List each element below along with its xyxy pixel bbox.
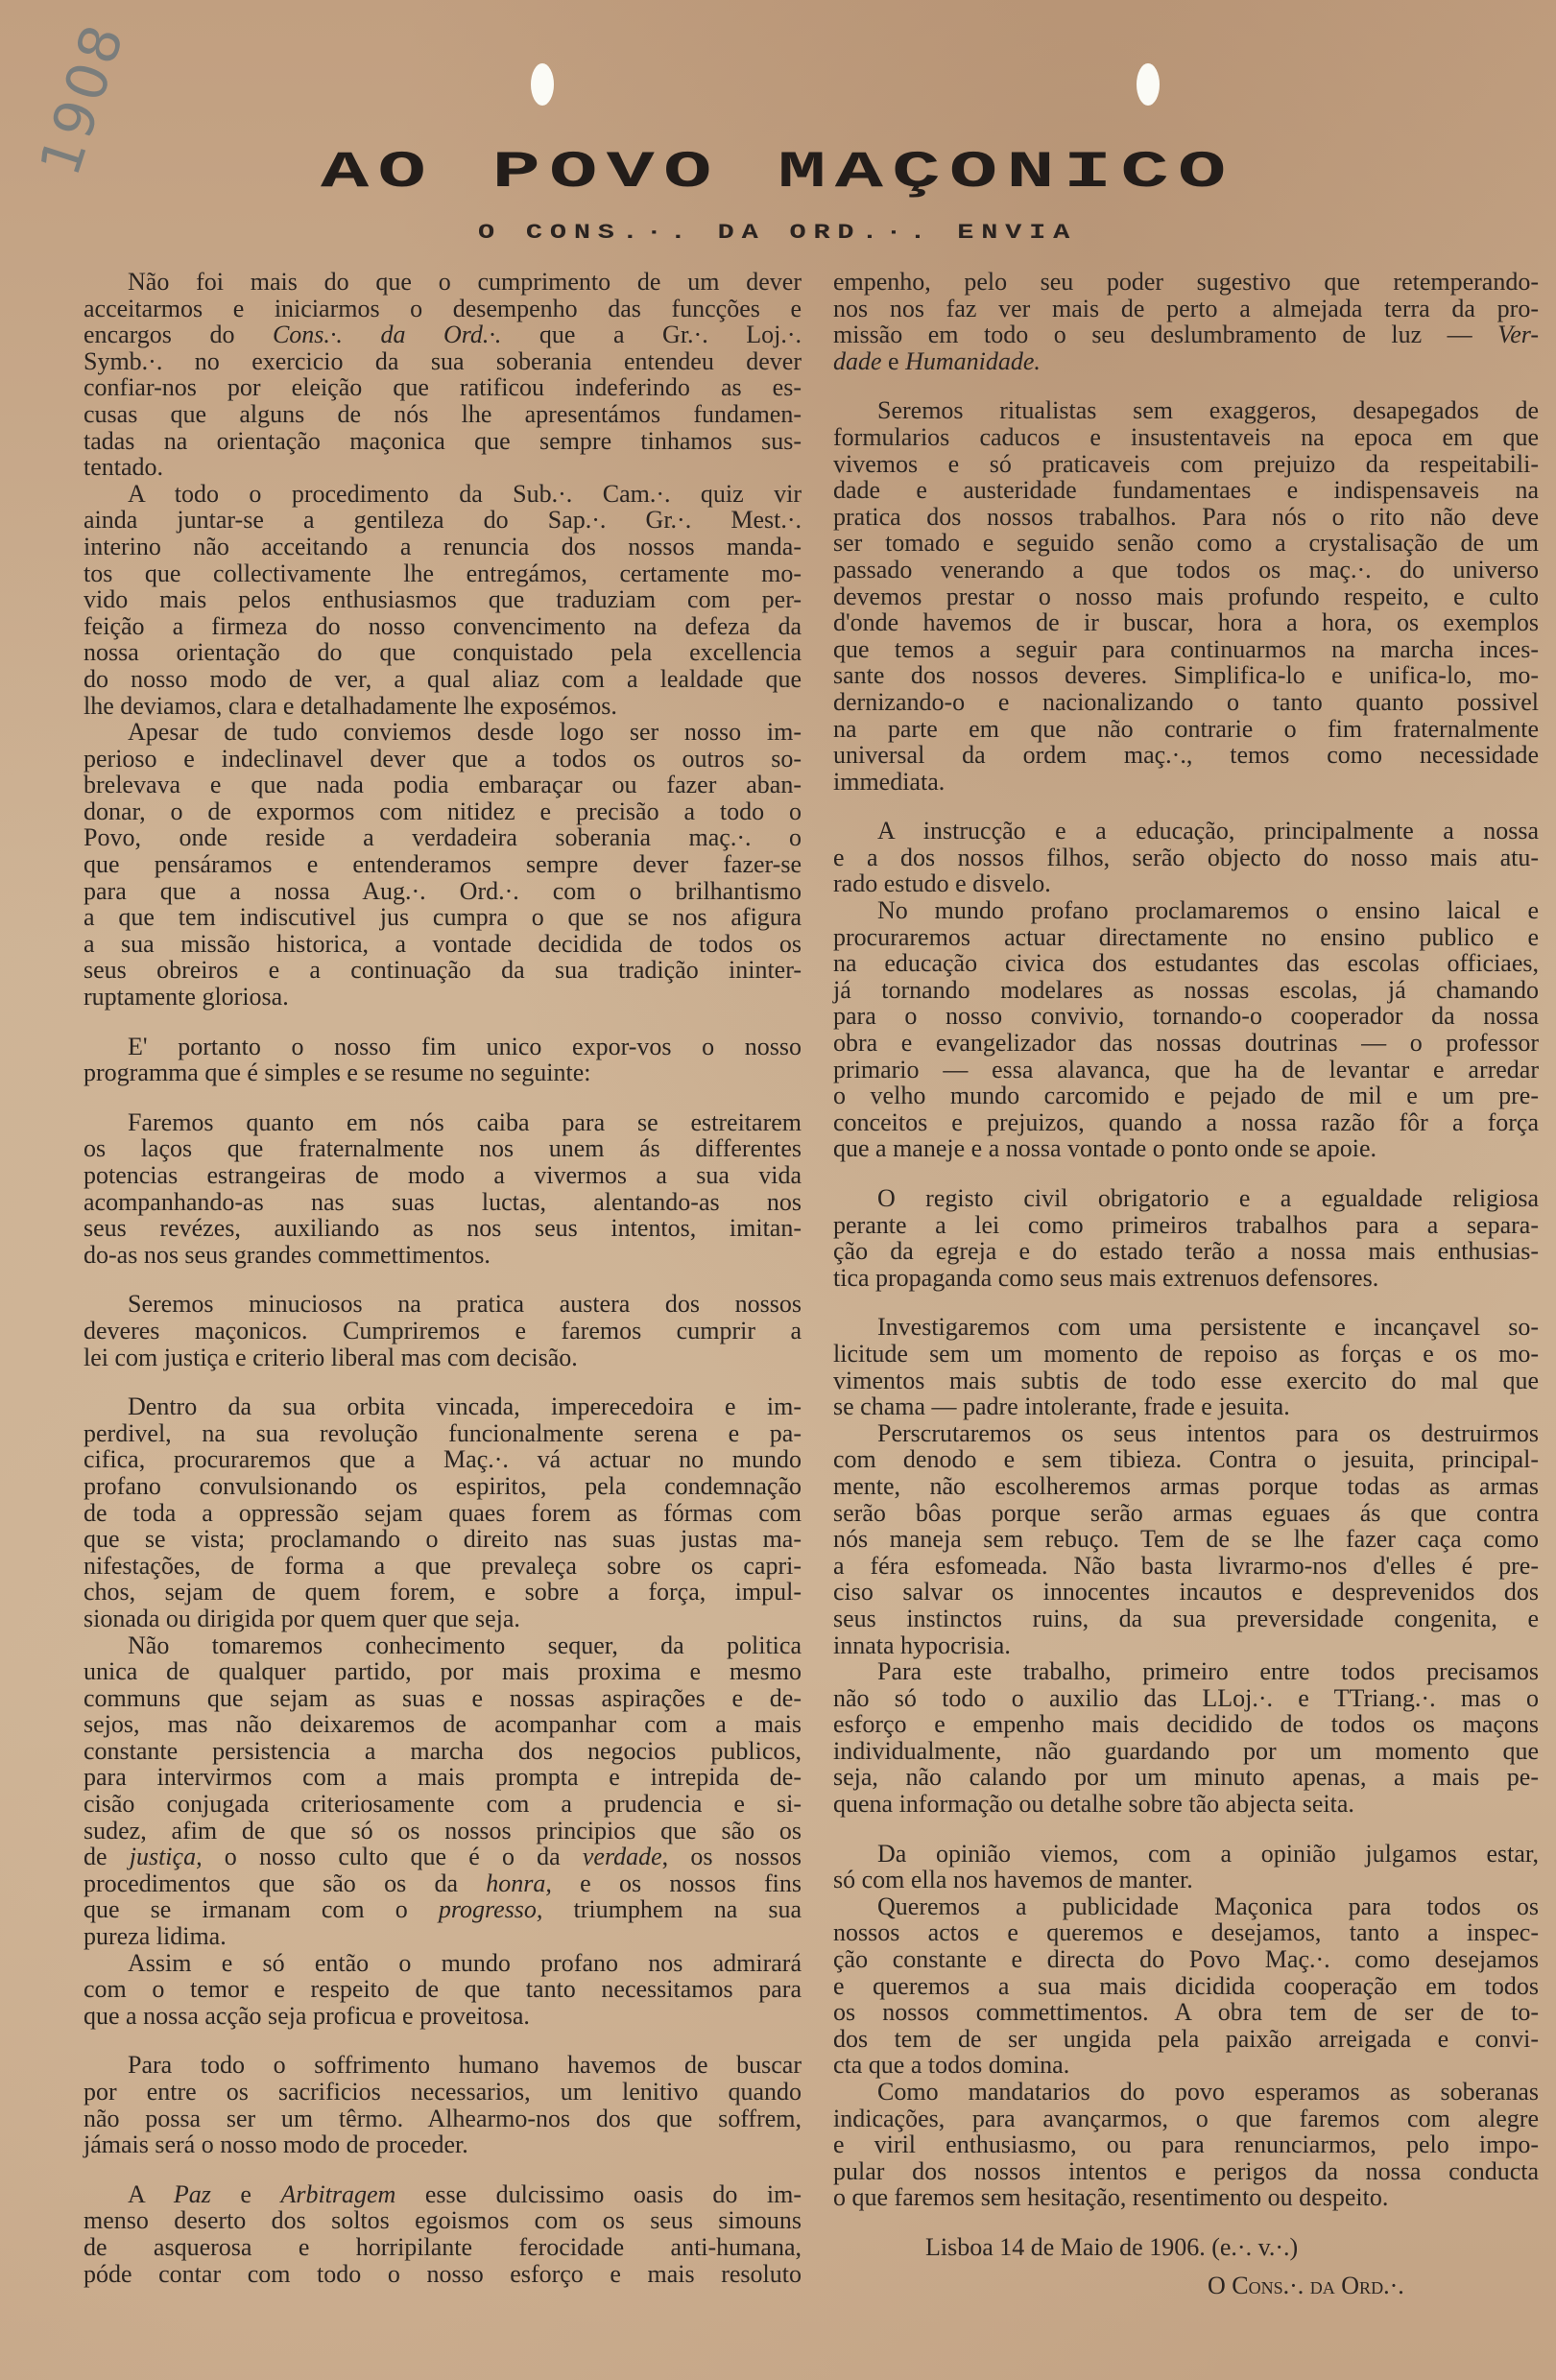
text-line: Faremos quanto em nós caiba para se estreitarem (128, 1107, 802, 1136)
paragraph (84, 2181, 802, 2287)
text-line: só com ella nos havemos de manter. (833, 1866, 1193, 1894)
text-line: mente, não escolheremos armas porque todas as armas (833, 1471, 1539, 1500)
text-segment: e os nossos fins (551, 1868, 802, 1897)
text-line: para que a nossa Aug.·. Ord.·. com o brilhantismo (84, 876, 802, 905)
text-line: acceitarmos e iniciarmos o desempenho das funcções e (84, 294, 802, 322)
right-column (833, 269, 1539, 2298)
text-line: brelevava e que nada podia embaraçar ou fazer aban- (84, 771, 802, 799)
paragraph (833, 2079, 1539, 2211)
text-line: Queremos a publicidade Maçonica para todos os (877, 1892, 1539, 1920)
text-segment: encargos do (84, 321, 273, 349)
right-column-body (833, 269, 1539, 2211)
text-line: e a dos nossos filhos, serão objecto do nosso mais atu- (833, 843, 1539, 871)
italic-text: verdade (582, 1843, 662, 1871)
text-line: a féra esfomeada. Não basta livrarmo-nos d'elles é pre- (833, 1551, 1539, 1580)
text-line: potencias estrangeiras de modo a vivermos a sua vida (84, 1161, 802, 1189)
text-line: de toda a oppressão sejam quaes forem as fórmas com (84, 1498, 802, 1527)
text-line: póde contar com todo o nosso esforço e mais resoluto (84, 2259, 802, 2288)
text-line: serão bôas porque serão armas eguaes ás que contra (833, 1498, 1539, 1527)
text-line: a sua missão historica, a vontade decidida de todos os (84, 929, 802, 958)
title-block (0, 144, 1556, 202)
left-column (84, 269, 802, 2287)
text-line: ainda juntar-se a gentileza do Sap.·. Gr.·. Mest.·. (84, 506, 802, 535)
text-segment: que a Gr.·. Loj.·. (501, 321, 802, 349)
text-line: nós maneja sem rebuço. Tem de se lhe fazer caça como (833, 1525, 1539, 1554)
text-line: dade e austeridade fundamentaes e indispensaveis na (833, 476, 1539, 505)
text-line: obra e evangelizador das nossas doutrinas — o professor (833, 1029, 1539, 1058)
subtitle-block (0, 221, 1556, 245)
text-line: os nossos commettimentos. A obra tem de ser de to- (833, 1998, 1539, 2027)
paragraph (833, 897, 1539, 1162)
text-line: se chama — padre intolerante, frade e jesuita. (833, 1392, 1290, 1421)
text-line: interino não acceitando a renuncia dos nossos manda- (84, 532, 802, 560)
text-segment: que se irmanam com o (84, 1895, 439, 1924)
text-segment: o nosso culto que é o da (202, 1843, 583, 1871)
text-line: seus obreiros e a continuação da sua tradição ininter- (84, 956, 802, 985)
text-line: dos tem de ser ungida pela paixão arreigada e convi- (833, 2024, 1539, 2053)
text-line (84, 2181, 802, 2208)
text-line: constante persistencia a marcha dos negocios publicos, (84, 1736, 802, 1765)
text-line: chos, sejam de quem forem, e sobre a força, impul- (84, 1578, 802, 1606)
text-line: sionada ou dirigida por quem quer que seja. (84, 1604, 520, 1632)
paragraph (84, 2052, 802, 2157)
text-line: dernizando-o e nacionalizando o tanto quanto possivel (833, 687, 1539, 716)
text-line: profano convulsionando os espiritos, pela condemnação (84, 1471, 802, 1500)
text-line: tica propaganda como seus mais extrenuos defensores. (833, 1263, 1379, 1292)
text-line (833, 321, 1539, 348)
italic-text: progresso, (438, 1895, 543, 1924)
text-line: tos que collectivamente lhe entregámos, certamente mo- (84, 559, 802, 587)
text-line: Como mandatarios do povo esperamos as soberanas (877, 2078, 1539, 2106)
text-line: nos nos faz ver mais de perto a almejada terra da pro- (833, 294, 1539, 322)
paragraph (84, 719, 802, 1011)
text-line: Da opinião viemos, com a opinião julgamos estar, (877, 1839, 1539, 1868)
text-line: Seremos ritualistas sem exaggeros, desapegados de (877, 396, 1539, 425)
text-line (84, 321, 802, 348)
italic-text: Paz (173, 2179, 211, 2208)
text-line: A instrucção e a educação, principalmente a nossa (877, 817, 1539, 845)
text-line: cta que a todos domina. (833, 2051, 1070, 2080)
text-line: jámais será o nosso modo de proceder. (84, 2130, 468, 2159)
text-line: vivemos e só praticaveis com prejuizo da respeitabili- (833, 449, 1539, 478)
text-line: ção constante e directa do Povo Maç.·. como desejamos (833, 1945, 1539, 1974)
paragraph (833, 1420, 1539, 1658)
text-line: por entre os sacrificios necessarios, um lenitivo quando (84, 2078, 802, 2106)
text-line: seus revézes, auxiliando as nos seus intentos, imitan- (84, 1214, 802, 1243)
text-line: Povo, onde reside a verdadeira soberania maç.·. o (84, 823, 802, 852)
text-line: rado estudo e disvelo. (833, 869, 1051, 898)
text-line: cusas que alguns de nós lhe apresentámos fundamen- (84, 399, 802, 428)
text-line: procuraremos actuar directamente no ensino publico e (833, 922, 1539, 951)
text-line: confiar-nos por eleição que ratificou indeferindo as es- (84, 373, 802, 402)
paragraph (833, 1314, 1539, 1419)
text-line: para intervirmos com a mais prompta e intrepida de- (84, 1763, 802, 1792)
text-line: Dentro da sua orbita vincada, imperecedoira e im- (128, 1392, 802, 1421)
text-line: com denodo e sem tibieza. Contra o jesuita, principal- (833, 1445, 1539, 1474)
text-line: ruptamente gloriosa. (84, 983, 289, 1012)
text-line: na parte em que não contrarie o fim fraternalmente (833, 714, 1539, 743)
italic-text: dade (833, 346, 882, 375)
text-line: seus instinctos ruins, da sua preversidade congenita, e (833, 1604, 1539, 1632)
text-line: Para este trabalho, primeiro entre todos precisamos (877, 1657, 1539, 1686)
text-segment: procedimentos que são os da (84, 1868, 487, 1897)
text-line: Para todo o soffrimento humano havemos de buscar (128, 2051, 802, 2080)
text-line: o velho mundo carcomido e pejado de mil e um pre- (833, 1082, 1539, 1110)
text-line: Não foi mais do que o cumprimento de um dever (128, 268, 802, 296)
text-line: nossa orientação do que conquistado pela excellencia (84, 638, 802, 667)
text-line: não possa ser um têrmo. Alhearmo-nos dos que soffrem, (84, 2104, 802, 2132)
text-line: individualmente, não guardando por um momento que (833, 1736, 1539, 1765)
document-title: AO POVO MAÇONICO (321, 144, 1235, 202)
text-line: immediata. (833, 767, 946, 796)
text-line: ciso salvar os innocentes incautos e desprevenidos dos (833, 1578, 1539, 1606)
text-line: Perscrutaremos os seus intentos para os destruirmos (877, 1418, 1539, 1447)
text-line (84, 1844, 802, 1870)
paragraph (84, 269, 802, 481)
paragraph (833, 397, 1539, 795)
text-line: E' portanto o nosso fim unico expor-vos o nosso (128, 1032, 802, 1060)
text-line: cisão conjugada criteriosamente com a prudencia e si- (84, 1790, 802, 1819)
handwritten-year-note: 1908 (27, 13, 138, 184)
text-line: quena informação ou detalhe sobre tão abjecta seita. (833, 1790, 1354, 1819)
text-line: de asquerosa e horripilante ferocidade anti-humana, (84, 2232, 802, 2261)
text-line: feição a firmeza do nosso convencimento na defeza da (84, 611, 802, 640)
text-line: não só todo o auxilio das LLoj.·. e TTriang.·. mas o (833, 1683, 1539, 1712)
paragraph (84, 1950, 802, 2030)
dateline: Lisboa 14 de Maio de 1906. (e.·. v.·.) (925, 2232, 1299, 2261)
italic-text: justiça, (129, 1843, 203, 1871)
text-line: universal da ordem maç.·., temos como necessidade (833, 741, 1539, 770)
text-segment: , os nossos (661, 1843, 802, 1871)
text-line: esforço e empenho mais decidido de todos os maçons (833, 1710, 1539, 1739)
italic-text: Cons.·. da Ord.·. (272, 321, 502, 349)
text-line: nossos actos e queremos e desejamos, tanto a inspec- (833, 1918, 1539, 1947)
text-segment: e (881, 346, 906, 375)
paragraph (833, 1185, 1539, 1291)
paragraph (833, 269, 1539, 374)
italic-text: Ver- (1497, 321, 1539, 349)
text-line: sejos, mas não deixaremos de acompanhar com a mais (84, 1710, 802, 1739)
text-line: os laços que fraternalmente nos unem ás differentes (84, 1134, 802, 1163)
text-line: vido mais pelos enthusiasmos que traduziam com per- (84, 585, 802, 614)
text-segment: A (128, 2179, 174, 2208)
text-line: e viril enthusiasmo, ou para renunciarmos, pelo impo- (833, 2130, 1539, 2159)
text-line: Symb.·. no exercicio da sua soberania entendeu dever (84, 346, 802, 375)
text-line (84, 1870, 802, 1897)
text-line: que a nossa acção seja proficua e proveitosa. (84, 2001, 530, 2030)
text-line: programma que é simples e se resume no seguinte: (84, 1059, 591, 1087)
text-line: sante dos nossos deveres. Simplifica-lo e unifica-lo, mo- (833, 661, 1539, 690)
paragraph (84, 1291, 802, 1370)
text-line: a que tem indiscutivel jus cumpra o que se nos afigura (84, 903, 802, 932)
text-line: communs que sejam as suas e nossas aspirações e de- (84, 1683, 802, 1712)
italic-text: honra, (486, 1868, 552, 1897)
text-line: A todo o procedimento da Sub.·. Cam.·. quiz vir (128, 479, 802, 508)
text-line: empenho, pelo seu poder sugestivo que retemperando- (833, 268, 1539, 296)
paragraph (833, 818, 1539, 897)
text-line: menso deserto dos soltos egoismos com os seus simouns (84, 2206, 802, 2235)
text-segment: de (84, 1843, 130, 1871)
italic-text: Arbitragem (280, 2179, 396, 2208)
text-line: Investigaremos com uma persistente e incançavel so- (877, 1313, 1539, 1342)
paragraph (833, 1658, 1539, 1818)
text-line: No mundo profano proclamaremos o ensino laical e (877, 896, 1539, 925)
text-line: sudez, afim de que só os nossos principios que são os (84, 1816, 802, 1844)
text-line: ser tomado e seguido senão como a crystalisação de um (833, 529, 1539, 558)
text-line: que temos a seguir para continuarmos na marcha inces- (833, 634, 1539, 663)
document-subtitle: O CONS.·. DA ORD.·. ENVIA (478, 221, 1078, 245)
text-line: Seremos minuciosos na pratica austera dos nossos (128, 1290, 802, 1319)
text-line (84, 1896, 802, 1923)
text-line: Apesar de tudo conviemos desde logo ser nosso im- (128, 718, 802, 747)
text-line: O registo civil obrigatorio e a egualdade religiosa (877, 1184, 1539, 1212)
text-line: perioso e indeclinavel dever que a todos os outros so- (84, 744, 802, 773)
text-line: licitude sem um momento de repoiso as forças e os mo- (833, 1339, 1539, 1368)
paragraph (84, 1393, 802, 1631)
text-line: que se vista; proclamando o direito nas suas justas ma- (84, 1525, 802, 1554)
text-segment: esse dulcissimo oasis do im- (395, 2179, 802, 2208)
text-line: primario — essa alavanca, que ha de levantar e arredar (833, 1055, 1539, 1083)
text-line: ção da egreja e do estado terão a nossa mais enthusias- (833, 1237, 1539, 1266)
text-line: perante a lei como primeiros trabalhos para a separa- (833, 1210, 1539, 1239)
text-line: formularios caducos e insustentaveis na epoca em que (833, 422, 1539, 451)
punch-hole (531, 63, 554, 106)
text-line: Não tomaremos conhecimento sequer, da politica (128, 1630, 802, 1659)
text-line: pular dos nossos intentos e perigos da nossa conducta (833, 2156, 1539, 2185)
text-line: lhe deviamos, clara e detalhadamente lhe exposémos. (84, 691, 617, 720)
text-line: do-as nos seus grandes commettimentos. (84, 1240, 491, 1269)
text-line: unica de qualquer partido, por mais proxima e mesmo (84, 1657, 802, 1686)
paragraph (84, 1109, 802, 1269)
text-line: Assim e só então o mundo profano nos admirará (128, 1948, 802, 1977)
text-segment: e (210, 2179, 281, 2208)
text-segment: missão em todo o seu deslumbramento de luz — (833, 321, 1498, 349)
punch-hole (1137, 63, 1160, 106)
text-line: deveres maçonicos. Cumpriremos e faremos cumprir a (84, 1316, 802, 1345)
paragraph (833, 1893, 1539, 2079)
text-line: já tornando modelares as nossas escolas, já chamando (833, 975, 1539, 1004)
text-line: vimentos mais subtis de todo esse exercito do mal que (833, 1366, 1539, 1394)
text-line: o que faremos sem hesitação, resentimento ou despeito. (833, 2183, 1389, 2212)
text-line: e queremos a sua mais dicidida cooperação em todos (833, 1971, 1539, 2000)
text-line: passado venerando a que todos os maç.·. do universo (833, 555, 1539, 583)
text-line: d'onde havemos de ir buscar, hora a hora, os exemplos (833, 608, 1539, 637)
text-line: tadas na orientação maçonica que sempre tinhamos sus- (84, 426, 802, 455)
text-line: conceitos e prejuizos, quando a nossa razão fôr a força (833, 1107, 1539, 1136)
text-line: acompanhando-as nas suas luctas, alentando-as nos (84, 1187, 802, 1216)
text-line: tentado. (84, 453, 164, 482)
text-line: perdivel, na sua revolução funcionalmente serena e pa- (84, 1418, 802, 1447)
text-line: na educação civica dos estudantes das escolas officiaes, (833, 949, 1539, 978)
text-line: devemos prestar o nosso mais profundo respeito, e culto (833, 582, 1539, 610)
paragraph (84, 1034, 802, 1086)
text-line: pratica dos nossos trabalhos. Para nós o rito não deve (833, 502, 1539, 531)
text-line: cifica, procuraremos que a Maç.·. vá actuar no mundo (84, 1445, 802, 1474)
paragraph (84, 1632, 802, 1950)
text-segment: triumphem na sua (542, 1895, 802, 1924)
text-line: pureza lidima. (84, 1922, 227, 1951)
text-line: indicações, para avançarmos, o que faremos com alegre (833, 2104, 1539, 2132)
paragraph (84, 481, 802, 719)
signature: O Cons.·. da Ord.·. (1208, 2271, 1404, 2299)
paragraph (833, 1841, 1539, 1893)
text-line: seja, não calando por um minuto apenas, a mais pe- (833, 1763, 1539, 1792)
text-line: com o temor e respeito de que tanto necessitamos para (84, 1975, 802, 2004)
text-line: para o nosso convivio, tornando-o cooperador da nossa (833, 1002, 1539, 1031)
text-line: lei com justiça e criterio liberal mas com decisão. (84, 1343, 578, 1371)
text-line: innata hypocrisia. (833, 1630, 1011, 1659)
text-line (833, 348, 1539, 375)
text-line: que pensáramos e entenderamos sempre dever fazer-se (84, 850, 802, 879)
italic-text: Humanidade. (905, 346, 1041, 375)
text-line: nifestações, de forma a que prevaleça sobre os capri- (84, 1551, 802, 1580)
text-line: do nosso modo de ver, a qual aliaz com a lealdade que (84, 664, 802, 693)
text-line: donar, o de expormos com nitidez e precisão a todo o (84, 797, 802, 825)
text-line: que a maneje e a nossa vontade o ponto onde se apoie. (833, 1134, 1377, 1163)
